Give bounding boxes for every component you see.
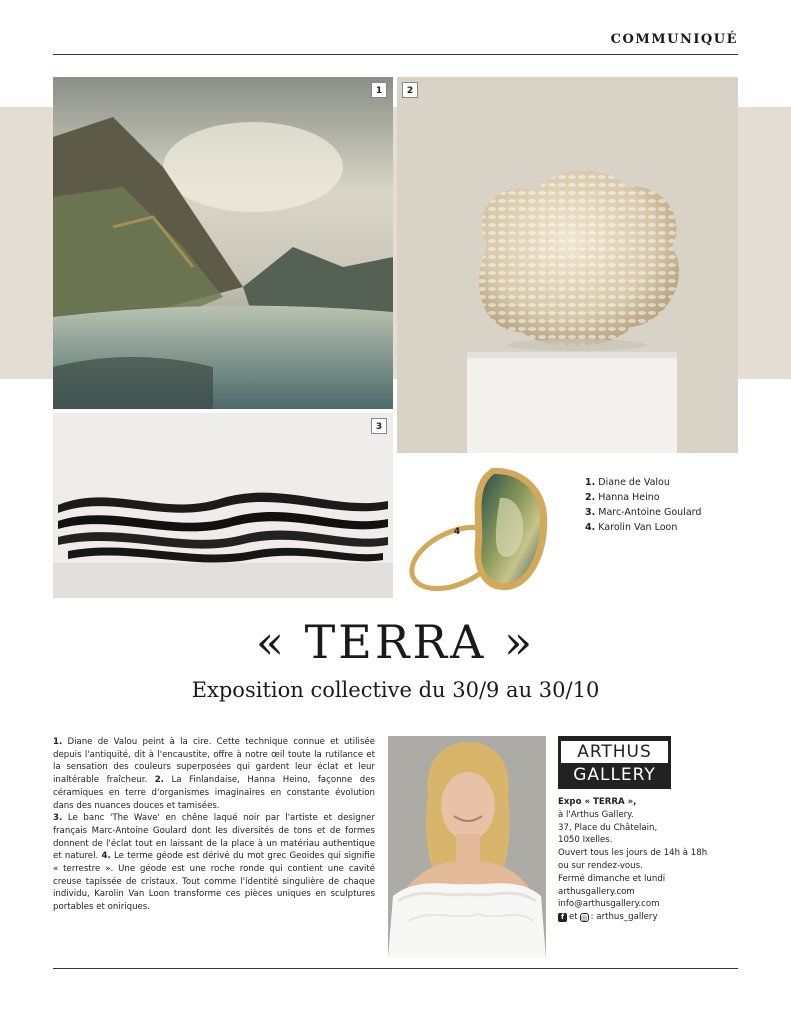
arthus-gallery-logo [558, 736, 671, 789]
social-row [558, 911, 738, 924]
social-handle: : arthus_gallery [590, 912, 658, 923]
info-website-link[interactable]: arthusgallery.com [558, 886, 635, 897]
photo-landscape-painting [53, 77, 393, 409]
logo-line-2: GALLERY [573, 765, 656, 785]
photo-portrait [388, 736, 546, 958]
photo-ceramic-sculpture [397, 77, 738, 453]
info-hours-2: ou sur rendez-vous. [558, 860, 643, 871]
caption-list [585, 475, 701, 535]
body-paragraph: 3. Le banc 'The Wave' en chêne laqué noir par l'artiste et designer français Marc-Antoine Goulard dont les diversités de tons et de formes donnent de l'éclat tout en laissant de la place à un matériau authentique et naturel. 4. Le terme géode est dérivé du mot grec Geoides qui signifie « terrestre ». Une géode est une roche ronde qui contient une cavité creuse tapissée de cristaux. Tout comme l'identité singulière de chaque individu, Karolin Van Loon transforme ces pièces uniques en sculptures portables et oniriques. [53, 813, 376, 913]
photo-number-badge: 2 [402, 82, 418, 98]
caption-item: 2. Hanna Heino [585, 492, 660, 503]
info-email-link[interactable]: info@arthusgallery.com [558, 899, 660, 910]
section-label: COMMUNIQUÉ [610, 32, 738, 47]
article-body [53, 736, 375, 914]
photo-wave-bench [53, 413, 393, 598]
caption-item: 1. Diane de Valou [585, 477, 670, 488]
exhibition-title: « TERRA » [255, 615, 536, 669]
social-joiner: et [569, 912, 578, 923]
info-address-2: 1050 Ixelles. [558, 835, 613, 846]
logo-line-1: ARTHUS [561, 741, 668, 763]
gallery-info [558, 796, 738, 924]
caption-item: 4. Karolin Van Loon [585, 522, 678, 533]
info-closed: Fermé dimanche et lundi [558, 873, 666, 884]
info-venue: à l'Arthus Gallery. [558, 809, 634, 820]
photo-number-badge: 4 [453, 527, 461, 537]
exhibition-subtitle: Exposition collective du 30/9 au 30/10 [191, 678, 600, 702]
top-divider [53, 54, 738, 55]
bottom-divider [53, 968, 738, 969]
facebook-icon[interactable]: f [558, 913, 567, 922]
info-hours-1: Ouvert tous les jours de 14h à 18h [558, 848, 708, 859]
info-address-1: 37, Place du Châtelain, [558, 822, 658, 833]
caption-item: 3. Marc-Antoine Goulard [585, 507, 702, 518]
info-expo: Expo « TERRA », [558, 797, 637, 807]
photo-number-badge: 1 [371, 82, 387, 98]
photo-number-badge: 3 [371, 418, 387, 434]
body-paragraph: 1. Diane de Valou peint à la cire. Cette technique connue et utilisée depuis l'antiquité, dit à l'encaustite, offre à notre œil toute la rutilance et la sensation des couleurs superposées qui gardent leur éclat et leur inaltérable fraîcheur. 2. La Finlandaise, Hanna Heino, façonne des céramiques en terre d'organismes imaginaires en constante évolution dans des nuances douces et tamisées. [53, 737, 376, 811]
photo-geode-ring [397, 458, 569, 598]
instagram-icon[interactable]: ◎ [581, 914, 588, 923]
